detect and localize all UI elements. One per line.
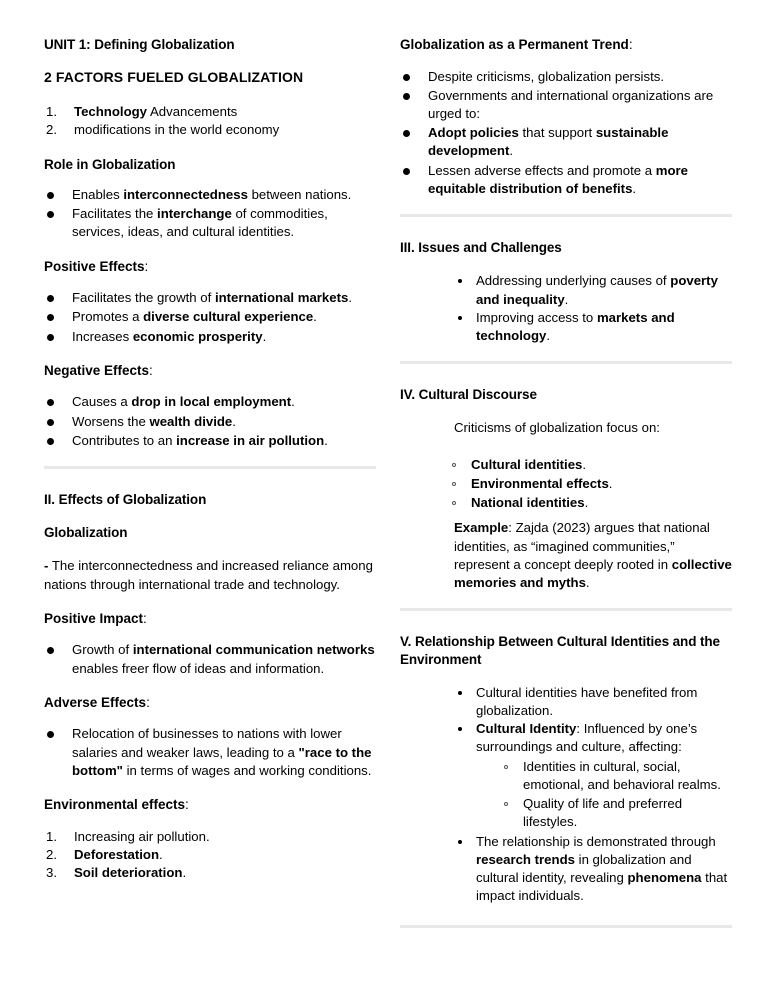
- right-column: [400, 36, 732, 928]
- bullet-text-end: in terms of wages and working conditions.: [122, 762, 372, 778]
- bullet-text-end: .: [632, 180, 637, 196]
- list-item: [44, 864, 376, 882]
- bullet-text-end: of commodities, services, ideas, and cultural identities.: [72, 206, 328, 240]
- heading-section-five: V. Relationship Between Cultural Identities and the Environment: [400, 634, 720, 667]
- globalization-definition: [44, 557, 376, 593]
- list-criticism-focus: [447, 456, 732, 513]
- list-cultural-identity-sub: [499, 758, 732, 832]
- heading-text: Positive Effects: [44, 258, 145, 274]
- heading-factors-fueled-globalization: 2 FACTORS FUELED GLOBALIZATION: [44, 69, 304, 86]
- list-item: [44, 308, 376, 326]
- bullet-text-end: .: [584, 495, 589, 511]
- list-item: [454, 309, 732, 345]
- bullet-bold: drop in local employment: [131, 394, 292, 410]
- heading-role-in-globalization: Role in Globalization: [44, 156, 176, 172]
- list-item: [44, 828, 376, 846]
- list-environmental-effects: [44, 828, 376, 883]
- bullet-text-end: .: [509, 143, 514, 159]
- section-divider: [400, 214, 732, 217]
- example-end: .: [585, 575, 590, 591]
- list-item-text: modifications in the world economy: [74, 122, 280, 138]
- section-divider: [400, 608, 732, 611]
- list-permanent-trend: [400, 68, 732, 199]
- bullet-bold: wealth divide: [149, 413, 233, 429]
- bullet-text: Despite criticisms, globalization persists.: [428, 68, 664, 84]
- list-number: 1.: [46, 104, 57, 120]
- heading-section-two: II. Effects of Globalization: [44, 491, 207, 507]
- list-item-text: Increasing air pollution.: [74, 828, 210, 844]
- example-label: Example: [454, 520, 509, 536]
- bullet-text: The relationship is demonstrated through: [476, 833, 716, 849]
- heading-permanent-trend: [400, 36, 732, 54]
- list-factors: [44, 103, 376, 139]
- bullet-bold: interconnectedness: [123, 186, 248, 202]
- list-item-bold: Deforestation: [74, 846, 159, 862]
- list-adverse-effects: [44, 725, 376, 780]
- heading-text: Adverse Effects: [44, 694, 147, 710]
- bullet-text: Identities in cultural, social, emotional, and behavioral realms.: [523, 758, 721, 792]
- bullet-text-end: .: [262, 328, 267, 344]
- bullet-bold: National identities: [471, 495, 585, 511]
- list-item: [44, 393, 376, 411]
- heading-text: Environmental effects: [44, 797, 186, 813]
- heading-section-four: IV. Cultural Discourse: [400, 387, 537, 403]
- bullet-bold: poverty and inequality: [476, 273, 718, 307]
- bullet-text-end: enables freer flow of ideas and information.: [72, 660, 325, 676]
- bullet-text-end: .: [348, 290, 352, 306]
- bullet-bold: economic prosperity: [132, 328, 263, 344]
- list-item: [44, 641, 376, 677]
- list-item: [400, 87, 732, 123]
- list-item-text: .: [182, 865, 187, 881]
- bullet-text: Contributes to an: [72, 432, 177, 448]
- list-item: [454, 720, 732, 831]
- bullet-text-end: .: [564, 291, 569, 307]
- list-item: [44, 846, 376, 864]
- bullet-text: Worsens the: [72, 413, 150, 429]
- definition-text: The interconnectedness and increased reliance among nations through international trade and technology.: [44, 558, 373, 592]
- bullet-text-mid: in globalization and cultural identity, revealing: [476, 851, 692, 885]
- list-item: [447, 475, 732, 493]
- heading-environmental-effects: [44, 796, 376, 814]
- subheading-globalization: Globalization: [44, 525, 128, 541]
- bullet-text-end: .: [291, 394, 295, 410]
- heading-positive-effects: [44, 258, 376, 276]
- two-column-layout: [44, 36, 732, 928]
- section-divider-bottom: [400, 925, 732, 928]
- heading-colon: :: [144, 258, 149, 274]
- list-item: [44, 413, 376, 431]
- list-negative-effects: [44, 393, 376, 450]
- list-role-bullets: [44, 186, 376, 242]
- list-item-bold: Soil deterioration: [74, 865, 183, 881]
- bullet-bold: Cultural Identity: [476, 721, 577, 737]
- list-item-text: .: [159, 846, 163, 862]
- bullet-text-end: .: [582, 456, 587, 472]
- bullet-text: Addressing underlying causes of: [476, 273, 671, 289]
- bullet-text-end: .: [313, 309, 317, 325]
- bullet-text: Lessen adverse effects and promote a: [428, 162, 656, 178]
- list-item: [400, 68, 732, 86]
- example-text: : Zajda (2023) argues that national identities, as “imagined communities,” represent a concept deeply rooted in: [454, 520, 710, 572]
- list-item: [44, 205, 376, 241]
- bullet-bold: diverse cultural experience: [143, 309, 314, 325]
- bullet-bold: Environmental effects: [471, 475, 609, 491]
- bullet-bold: Adopt policies: [428, 125, 519, 141]
- heading-positive-impact: [44, 610, 376, 628]
- bullet-text: Relocation of businesses to nations with lower salaries and weaker laws, leading to a: [72, 726, 342, 760]
- list-item: [44, 725, 376, 780]
- bullet-bold-2: sustainable development: [428, 125, 669, 159]
- list-item: [44, 289, 376, 307]
- example-bold: collective memories and myths: [454, 556, 732, 591]
- bullet-text: Quality of life and preferred lifestyles.: [523, 796, 683, 830]
- page-title: UNIT 1: Defining Globalization: [44, 37, 235, 52]
- bullet-bold: more equitable distribution of benefits: [428, 162, 688, 196]
- bullet-text: Causes a: [72, 394, 132, 410]
- list-item: [44, 432, 376, 450]
- list-number: 3.: [46, 865, 57, 881]
- list-item: [454, 684, 732, 720]
- heading-text: Positive Impact: [44, 610, 144, 626]
- bullet-text: Cultural identities have benefited from globalization.: [476, 684, 698, 718]
- section-divider: [44, 466, 376, 469]
- list-item: [447, 456, 732, 474]
- list-item: [499, 795, 732, 831]
- bullet-text: that support: [518, 125, 596, 141]
- list-item: [400, 162, 732, 198]
- list-number: 2.: [46, 122, 57, 138]
- bullet-text-end: .: [232, 413, 236, 429]
- heading-negative-effects: [44, 362, 376, 380]
- list-item-bold: Technology: [74, 104, 148, 120]
- cultural-discourse-intro: Criticisms of globalization focus on:: [454, 420, 660, 436]
- heading-colon: :: [146, 694, 150, 710]
- bullet-text-end: between nations.: [247, 186, 352, 202]
- list-item: [44, 328, 376, 346]
- bullet-text-end: .: [324, 432, 328, 448]
- bullet-text-end: .: [546, 328, 551, 343]
- list-item: [454, 272, 732, 308]
- list-positive-impact: [44, 641, 376, 677]
- list-item: [454, 833, 732, 906]
- list-number: 1.: [46, 828, 57, 844]
- list-number: 2.: [46, 846, 57, 862]
- heading-colon: :: [628, 37, 633, 52]
- bullet-text: Governments and international organizations are urged to:: [428, 87, 714, 121]
- heading-adverse-effects: [44, 694, 376, 712]
- section-divider: [400, 361, 732, 364]
- heading-section-three: III. Issues and Challenges: [400, 240, 562, 256]
- list-item: [44, 186, 376, 204]
- definition-dash: -: [44, 558, 49, 574]
- bullet-bold: markets and technology: [476, 309, 675, 343]
- bullet-text: Increases: [72, 328, 133, 344]
- bullet-bold-2: phenomena: [627, 869, 702, 885]
- list-positive-effects: [44, 289, 376, 346]
- list-item: [499, 758, 732, 794]
- bullet-text: Enables: [72, 186, 124, 202]
- bullet-bold: research trends: [476, 851, 575, 867]
- example-paragraph: [454, 519, 732, 592]
- bullet-bold: increase in air pollution: [176, 432, 325, 448]
- heading-colon: :: [185, 797, 189, 813]
- heading-text: Globalization as a Permanent Trend: [400, 37, 629, 52]
- list-cultural-identity-environment: [454, 684, 732, 906]
- bullet-text: Growth of: [72, 642, 133, 658]
- heading-text: Negative Effects: [44, 362, 150, 378]
- list-item-text: Advancements: [147, 104, 238, 120]
- bullet-bold: international markets: [214, 290, 349, 306]
- list-item: [44, 121, 376, 139]
- bullet-text: Facilitates the growth of: [72, 290, 215, 306]
- bullet-text: Facilitates the: [72, 206, 158, 222]
- bullet-bold: interchange: [157, 206, 232, 222]
- list-item: [400, 124, 732, 160]
- bullet-text-end: that impact individuals.: [476, 869, 728, 904]
- bullet-text: : Influenced by one’s surroundings and culture, affecting:: [476, 721, 698, 755]
- bullet-bold: Cultural identities: [471, 456, 583, 472]
- bullet-bold: international communication networks: [132, 642, 375, 658]
- heading-colon: :: [149, 362, 153, 378]
- bullet-text: Improving access to: [476, 309, 597, 325]
- list-item: [44, 103, 376, 121]
- heading-colon: :: [143, 610, 147, 626]
- list-issues-challenges: [454, 272, 732, 345]
- left-column: [44, 36, 376, 898]
- bullet-bold: "race to the bottom": [72, 744, 372, 778]
- list-item: [447, 494, 732, 512]
- bullet-text-end: .: [608, 475, 613, 491]
- bullet-text: Promotes a: [72, 309, 144, 325]
